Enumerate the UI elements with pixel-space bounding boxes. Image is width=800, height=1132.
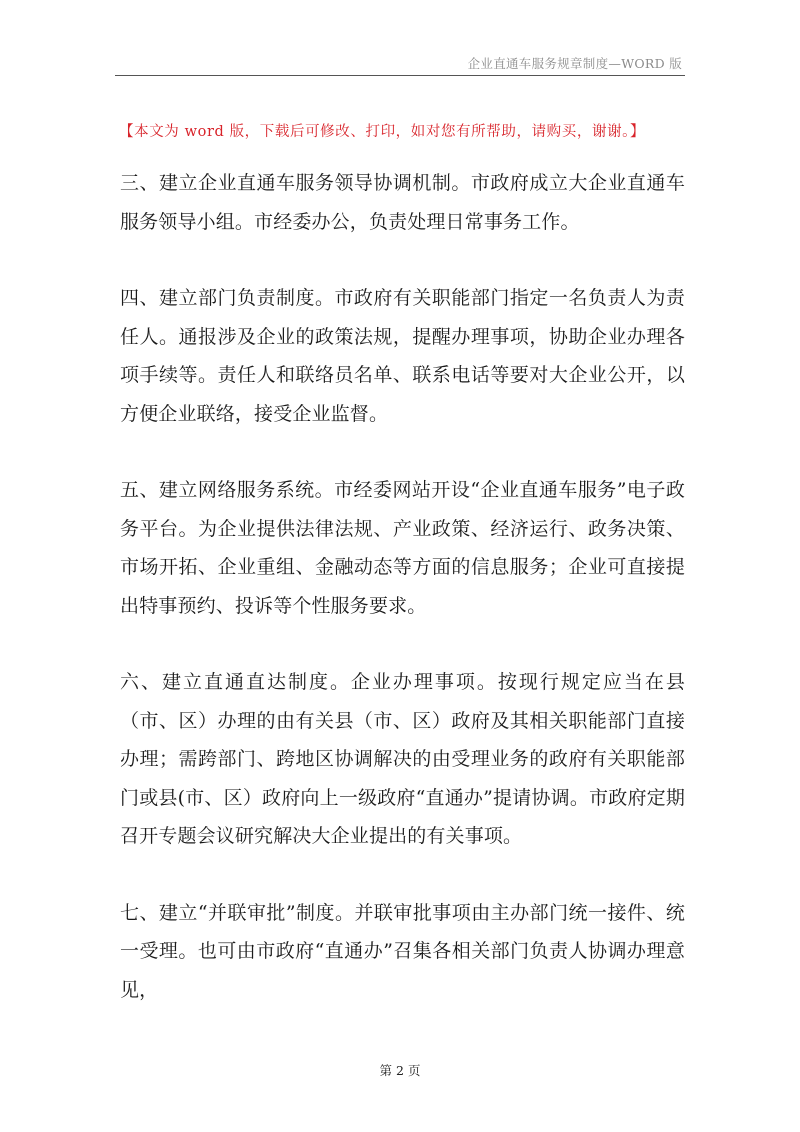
running-header: 企业直通车服务规章制度—WORD 版 [467, 56, 682, 71]
paragraph-spacer [120, 241, 685, 279]
paragraph-section-6: 六、建立直通直达制度。企业办理事项。按现行规定应当在县（市、区）办理的由有关县（市、区）政府及其相关职能部门直接办理；需跨部门、跨地区协调解决的由受理业务的政府有关职能部门或县(市、区）政府向上一级政府“直通办”提请协调。市政府定期召开专题会议研究解决大企业提出的有关事项。 [120, 671, 685, 847]
paragraph-spacer [120, 625, 685, 663]
paragraph-section-3: 三、建立企业直通车服务领导协调机制。市政府成立大企业直通车服务领导小组。市经委办公，负责处理日常事务工作。 [120, 172, 685, 233]
paragraph-spacer [120, 856, 685, 894]
paragraph-section-4: 四、建立部门负责制度。市政府有关职能部门指定一名负责人为责任人。通报涉及企业的政策法规，提醒办理事项，协助企业办理各项手续等。责任人和联络员名单、联系电话等要对大企业公开，以方便企业联络，接受企业监督。 [120, 287, 685, 425]
header-divider [115, 75, 685, 76]
paragraph-spacer [120, 433, 685, 471]
page-number: 第 2 页 [379, 1063, 421, 1078]
paragraph-section-5: 五、建立网络服务系统。市经委网站开设“企业直通车服务”电子政务平台。为企业提供法律法规、产业政策、经济运行、政务决策、市场开拓、企业重组、金融动态等方面的信息服务；企业可直接提出特事预约、投诉等个性服务要求。 [120, 479, 685, 617]
paragraph-section-7: 七、建立“并联审批”制度。并联审批事项由主办部门统一接件、统一受理。也可由市政府“直通办”召集各相关部门负责人协调办理意见， [120, 901, 685, 1001]
download-notice: 【本文为 word 版，下载后可修改、打印，如对您有所帮助，请购买，谢谢。】 [119, 124, 646, 140]
document-body [120, 164, 685, 1009]
